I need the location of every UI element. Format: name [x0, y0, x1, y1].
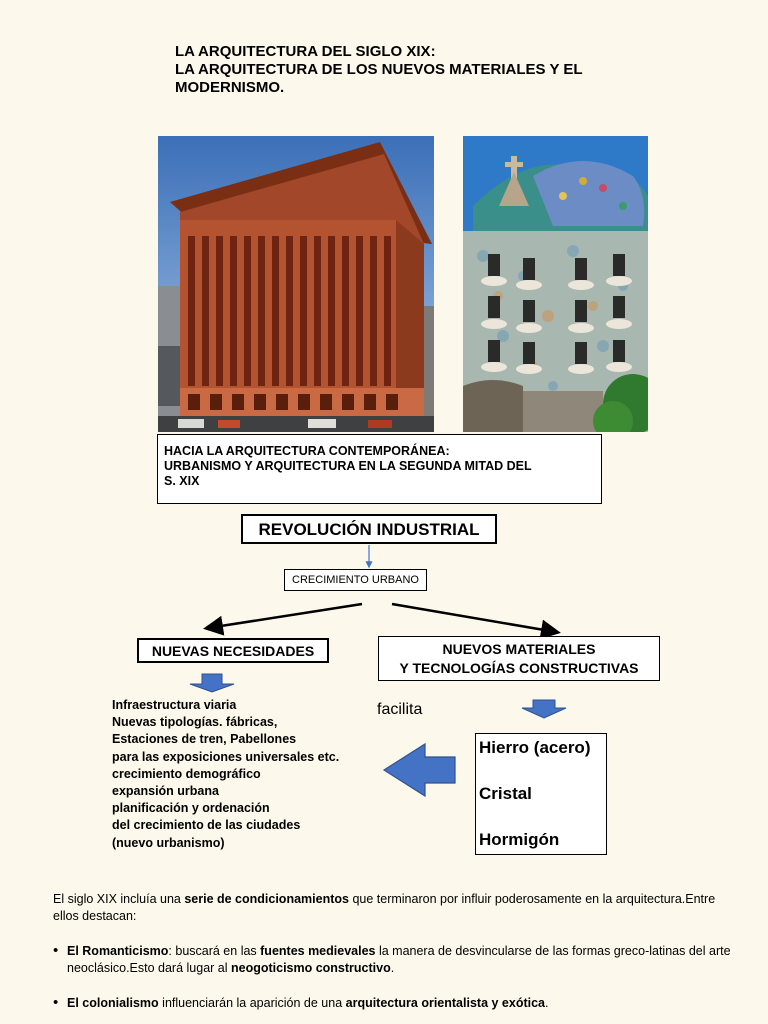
needs-item: Estaciones de tren, Pabellones [112, 732, 297, 747]
needs-item: crecimiento demográfico [112, 766, 261, 781]
needs-item: del crecimiento de las ciudades [112, 818, 301, 833]
section-heading-line-3: S. XIX [164, 474, 200, 488]
revolucion-industrial-box: REVOLUCIÓN INDUSTRIAL [241, 514, 497, 544]
intro-text: El siglo XIX incluía una [53, 892, 185, 906]
nuevos-materiales-line-1: NUEVOS MATERIALES [442, 641, 596, 657]
bullet-text: influenciarán la aparición de una [158, 996, 346, 1010]
intro-text-2: que terminaron por influir poderosamente en la arquitectura.Entre ellos destacan: [53, 892, 716, 923]
crecimiento-urbano-box: CRECIMIENTO URBANO [284, 569, 427, 591]
arrow-to-nuevos-materiales [392, 604, 556, 632]
needs-item: para las exposiciones universales etc. [112, 749, 340, 764]
materials-box [475, 733, 607, 855]
intro-bold: serie de condicionamientos [184, 892, 349, 906]
material-item: Hormigón [479, 830, 560, 849]
section-heading-line-2: URBANISMO Y ARQUITECTURA EN LA SEGUNDA MITAD DEL [164, 459, 532, 473]
title-line-3: MODERNISMO. [175, 79, 285, 96]
bold-term: El colonialismo [67, 996, 159, 1010]
bullet-colonialismo [53, 995, 733, 1012]
bold-term: arquitectura orientalista y exótica [345, 996, 546, 1010]
bold-term: El Romanticismo [67, 944, 169, 958]
bold-term: fuentes medievales [260, 944, 376, 958]
nuevos-materiales-line-2: Y TECNOLOGÍAS CONSTRUCTIVAS [399, 660, 639, 676]
bullet-text: . [545, 996, 549, 1010]
title-line-2: LA ARQUITECTURA DE LOS NUEVOS MATERIALES Y EL [175, 61, 583, 78]
section-heading-line-1: HACIA LA ARQUITECTURA CONTEMPORÁNEA: [164, 444, 450, 458]
down-arrow-left [190, 674, 234, 692]
needs-list [112, 697, 402, 852]
facilita-label: facilita [377, 701, 423, 718]
bullet-text: la manera de desvincularse de las formas greco-latinas del arte neoclásico.Esto dará lugar al [67, 944, 731, 975]
intro-paragraph [53, 891, 733, 925]
needs-item: expansión urbana [112, 784, 219, 799]
needs-item: (nuevo urbanismo) [112, 835, 225, 850]
arrow-to-nuevas-necesidades [208, 604, 362, 628]
body-text [53, 891, 733, 1012]
material-item: Cristal [479, 784, 532, 803]
nuevas-necesidades-box: NUEVAS NECESIDADES [137, 638, 329, 663]
needs-item: planificación y ordenación [112, 801, 270, 816]
bullet-text: . [390, 961, 395, 975]
material-item: Hierro (acero) [479, 738, 591, 757]
title-line-1: LA ARQUITECTURA DEL SIGLO XIX: [175, 43, 436, 60]
bold-term: neogoticismo constructivo [230, 961, 391, 975]
nuevos-materiales-box [378, 636, 660, 681]
bullet-romanticismo [53, 943, 733, 977]
bullet-text: : buscará en las [168, 944, 261, 958]
needs-item: Infraestructura viaria [112, 698, 237, 712]
needs-item: Nuevas tipologías. fábricas, [112, 715, 278, 730]
down-arrow-right [522, 700, 566, 718]
